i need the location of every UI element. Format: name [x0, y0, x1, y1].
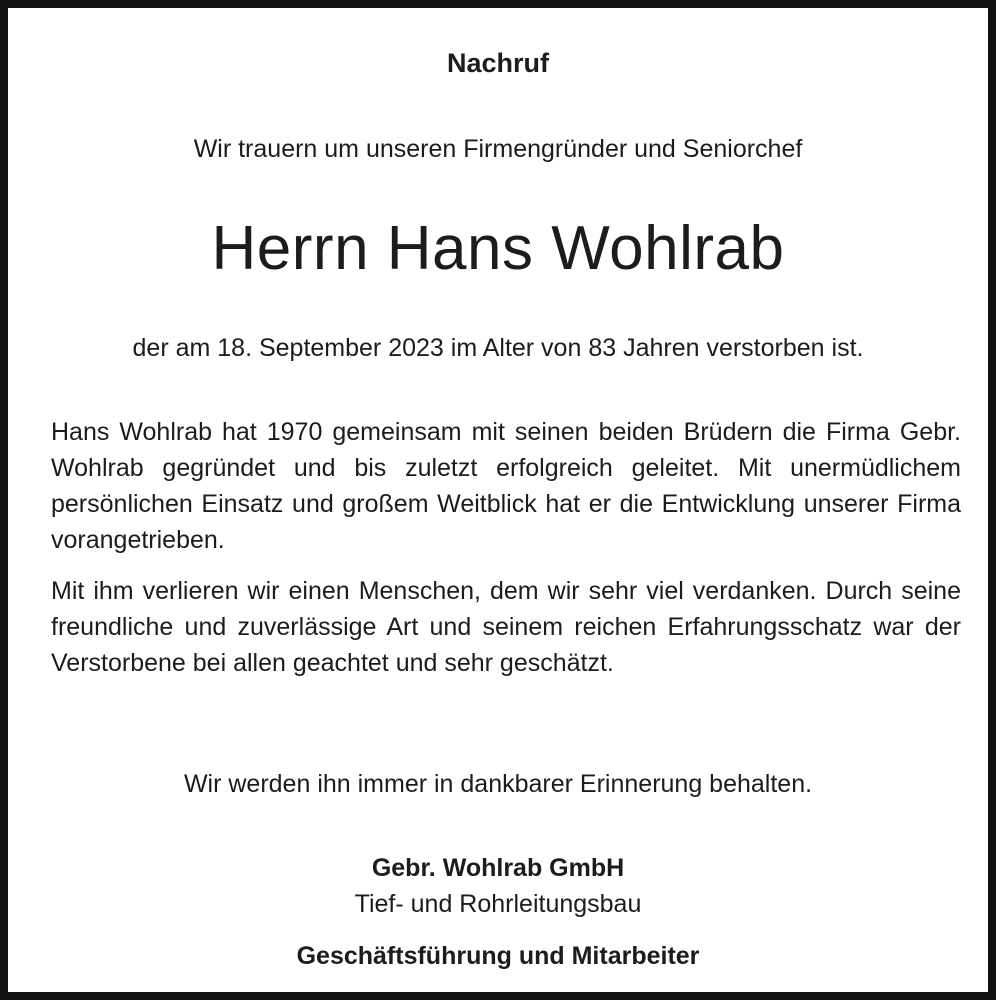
company-name: Gebr. Wohlrab GmbH: [371, 854, 625, 882]
intro-line: Wir trauern um unseren Firmengründer und Seniorchef: [193, 135, 803, 163]
death-date-line: der am 18. September 2023 im Alter von 83 Jahren verstorben ist.: [132, 334, 864, 362]
signatory-line: Geschäftsführung und Mitarbeiter: [296, 942, 700, 970]
deceased-name: Herrn Hans Wohlrab: [211, 214, 785, 283]
tribute-paragraph: Mit ihm verlieren wir einen Menschen, dem wir sehr viel verdanken. Durch seine freundliche und zuverlässige Art und seinem reichen Erfahrungsschatz war der Verstorbene bei allen geachtet und sehr geschätzt.: [51, 577, 961, 677]
biography-paragraph: Hans Wohlrab hat 1970 gemeinsam mit seinen beiden Brüdern die Firma Gebr. Wohlrab gegründet und bis zuletzt erfolgreich geleitet. Mit unermüdlichem persönlichen Einsatz und großem Weitblick hat er die Entwicklung unserer Firma vorangetrieben.: [51, 418, 961, 554]
company-subtitle: Tief- und Rohrleitungsbau: [354, 890, 642, 918]
closing-line: Wir werden ihn immer in dankbarer Erinnerung behalten.: [183, 770, 813, 798]
notice-heading: Nachruf: [446, 48, 549, 78]
